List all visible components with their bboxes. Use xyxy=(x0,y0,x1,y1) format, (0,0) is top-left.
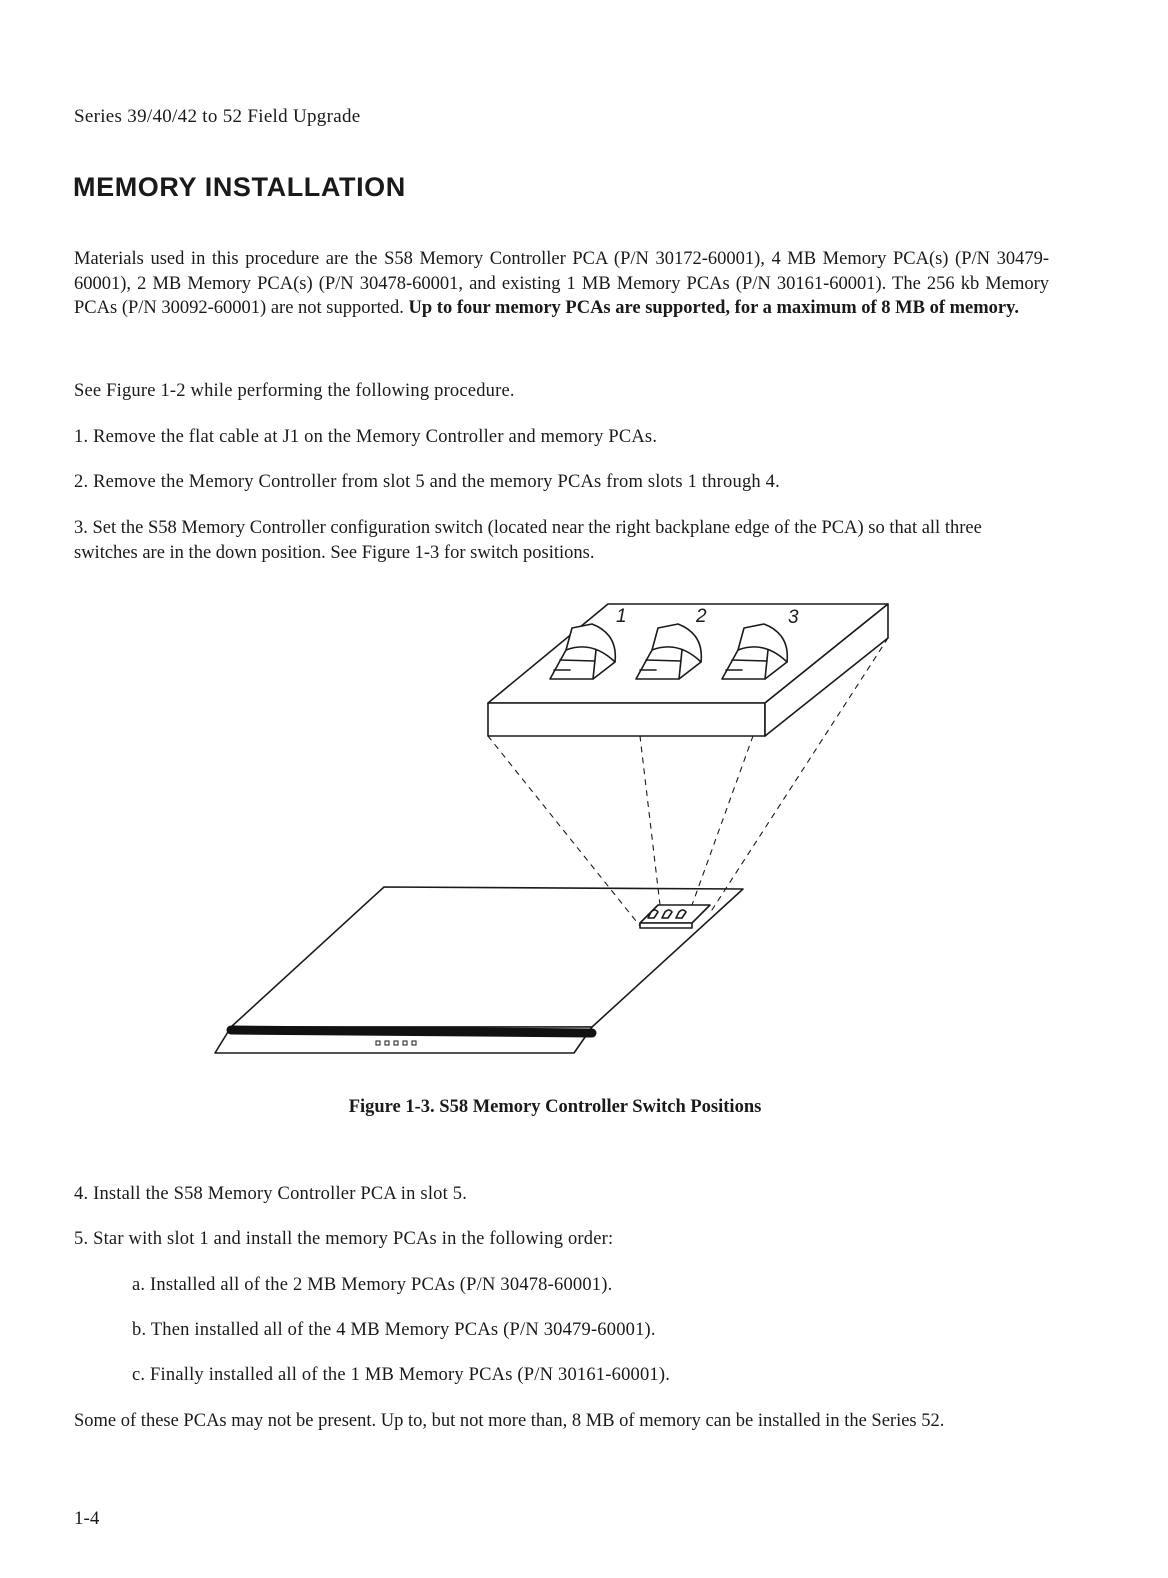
step-5c: c. Finally installed all of the 1 MB Memory PCAs (P/N 30161-60001). xyxy=(132,1365,671,1385)
section-title: MEMORY INSTALLATION xyxy=(73,172,406,202)
intro-text: Materials used in this procedure are the S58 Memory Controller PCA (P/N 30172-60001), 4 MB Memory PCA(s) (P/N 30479-60001), 2 MB Memory PCA(s) (P/N 30478-60001, and existing 1 MB Memory PCAs (P/N 30161-60001). The 256 kb Memory PCAs (P/N 30092-60001) are not supported. xyxy=(74,249,1049,318)
see-figure-note: See Figure 1-2 while performing the following procedure. xyxy=(74,381,515,401)
step-4: 4. Install the S58 Memory Controller PCA in slot 5. xyxy=(74,1184,468,1204)
switch-diagram xyxy=(200,590,920,1070)
step-5a: a. Installed all of the 2 MB Memory PCAs (P/N 30478-60001). xyxy=(132,1275,613,1295)
step-5b: b. Then installed all of the 4 MB Memory PCAs (P/N 30479-60001). xyxy=(132,1320,656,1340)
intro-bold-text: Up to four memory PCAs are supported, for a maximum of 8 MB of memory. xyxy=(408,298,1019,318)
backplane-connector xyxy=(231,1030,592,1033)
switch-block-front-face xyxy=(488,703,765,736)
intro-paragraph xyxy=(74,247,1049,321)
step-1: 1. Remove the flat cable at J1 on the Memory Controller and memory PCAs. xyxy=(74,427,658,447)
closing-paragraph: Some of these PCAs may not be present. Up to, but not more than, 8 MB of memory can be installed in the Series 52. xyxy=(74,1411,945,1431)
figure-caption: Figure 1-3. S58 Memory Controller Switch Positions xyxy=(348,1097,762,1117)
switch-label-2: 2 xyxy=(696,606,707,627)
switch-label-1: 1 xyxy=(616,606,627,627)
switch-positions-figure xyxy=(200,590,920,1070)
step-3: 3. Set the S58 Memory Controller configuration switch (located near the right backplane edge of the PCA) so that all three switches are in the down position. See Figure 1-3 for switch positions. xyxy=(74,518,982,563)
page-number: 1-4 xyxy=(74,1508,100,1529)
step-5: 5. Star with slot 1 and install the memory PCAs in the following order: xyxy=(74,1229,614,1249)
running-header: Series 39/40/42 to 52 Field Upgrade xyxy=(74,106,361,127)
switch-label-3: 3 xyxy=(788,607,799,628)
step-2: 2. Remove the Memory Controller from slot 5 and the memory PCAs from slots 1 through 4. xyxy=(74,472,780,492)
